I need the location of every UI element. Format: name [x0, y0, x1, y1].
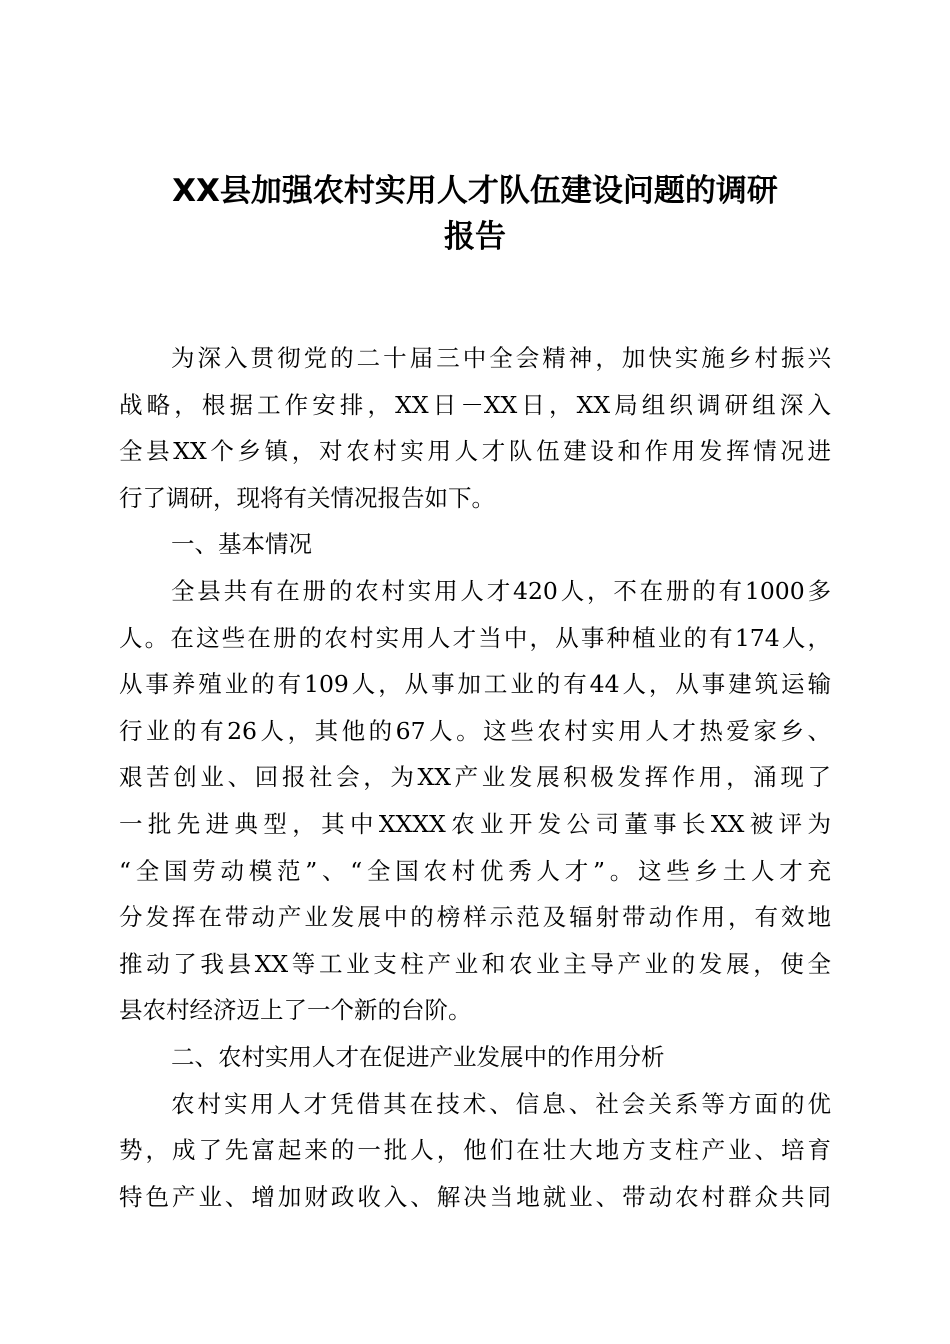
paragraph-line: 全县XX个乡镇，对农村实用人才队伍建设和作用发挥情况进 [119, 437, 831, 466]
paragraph-line: 行了调研，现将有关情况报告如下。 [119, 483, 495, 512]
paragraph-line: 势，成了先富起来的一批人，他们在壮大地方支柱产业、培育 [119, 1136, 831, 1165]
basic-situation-paragraph [119, 568, 831, 1034]
paragraph-line: 推动了我县XX等工业支柱产业和农业主导产业的发展，使全 [119, 949, 831, 978]
paragraph-line: 分发挥在带动产业发展中的榜样示范及辐射带动作用，有效地 [119, 903, 831, 932]
paragraph-line: 为深入贯彻党的二十届三中全会精神，加快实施乡村振兴 [171, 344, 831, 372]
title-line: 报告 [444, 219, 506, 255]
document-body [119, 335, 831, 1220]
paragraph-line: 行业的有26人，其他的67人。这些农村实用人才热爱家乡、 [119, 716, 831, 745]
paragraph-line: 人。在这些在册的农村实用人才当中，从事种植业的有174人， [119, 623, 831, 652]
paragraph-line: 全县共有在册的农村实用人才420人，不在册的有1000多 [171, 576, 831, 605]
paragraph-line: 从事养殖业的有109人，从事加工业的有44人，从事建筑运输 [119, 670, 831, 699]
paragraph-line: 特色产业、增加财政收入、解决当地就业、带动农村群众共同 [119, 1182, 831, 1211]
section-heading-basic-situation: 一、基本情况 [171, 530, 312, 559]
paragraph-line: 艰苦创业、回报社会，为XX产业发展积极发挥作用，涌现了 [119, 763, 831, 792]
intro-paragraph [119, 335, 831, 521]
document-title [110, 168, 840, 260]
paragraph-line: “全国劳动模范”、“全国农村优秀人才”。这些乡土人才充 [119, 856, 831, 885]
paragraph-line: 战略，根据工作安排，XX日－XX日，XX局组织调研组深入 [119, 390, 831, 419]
role-analysis-paragraph [119, 1081, 831, 1221]
paragraph-line: 一批先进典型，其中XXXX农业开发公司董事长XX被评为 [119, 809, 831, 838]
section-heading-role-analysis: 二、农村实用人才在促进产业发展中的作用分析 [171, 1042, 665, 1071]
paragraph-line: 县农村经济迈上了一个新的台阶。 [119, 996, 472, 1025]
paragraph-line: 农村实用人才凭借其在技术、信息、社会关系等方面的优 [171, 1089, 831, 1118]
title-line: XX县加强农村实用人才队伍建设问题的调研 [172, 173, 778, 209]
